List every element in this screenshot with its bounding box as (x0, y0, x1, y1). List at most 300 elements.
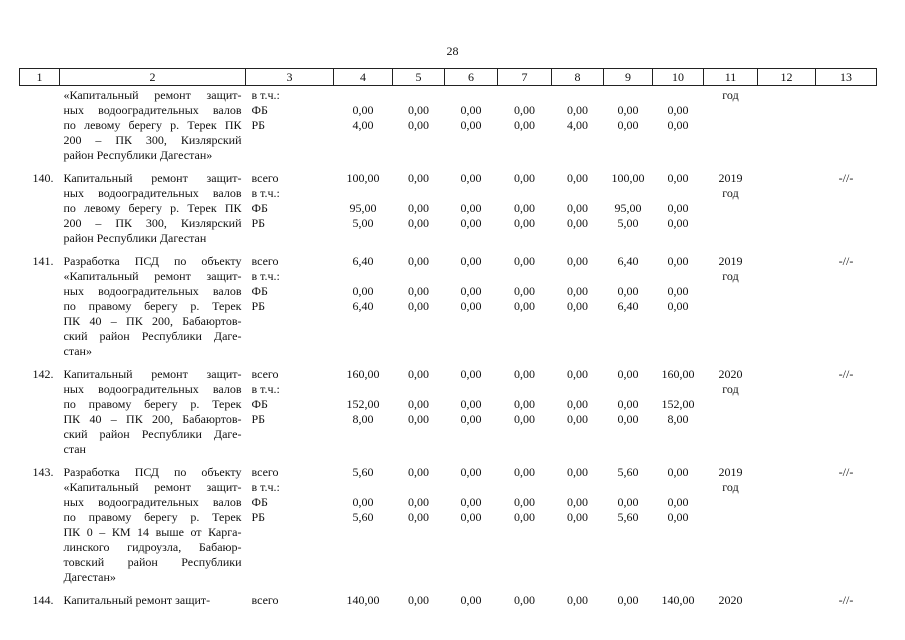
row-number-text: 143. (32, 465, 54, 479)
note-text: -//- (838, 254, 854, 268)
value-line: 0,00 (514, 465, 535, 479)
value-line: 0,00 (514, 299, 535, 313)
completion-year-line: год (722, 382, 739, 396)
measure-name-line: ных водооградительных валов (63, 495, 242, 509)
value-cell-col-4 (334, 86, 393, 172)
measure-name (60, 593, 246, 616)
value-cell-col-8 (552, 171, 604, 254)
row-number-text: 140. (32, 171, 54, 185)
funding-source-line: всего (251, 254, 279, 268)
value-line (393, 186, 445, 201)
value-line: 8,00 (352, 412, 374, 426)
value-cell-col-7 (498, 254, 552, 367)
value-line: 6,40 (352, 254, 374, 268)
value-line (498, 480, 552, 495)
value-cell-col-7 (498, 593, 552, 616)
value-line: 0,00 (408, 299, 429, 313)
value-line: 0,00 (667, 103, 689, 117)
value-line: 0,00 (408, 171, 429, 185)
empty-cell-col-12 (758, 465, 816, 593)
value-cell-col-10 (653, 171, 704, 254)
funding-source-line: всего (251, 465, 279, 479)
value-line: 5,00 (617, 216, 639, 230)
value-line (552, 186, 604, 201)
measure-name (60, 465, 246, 593)
row-number (20, 367, 60, 465)
value-line: 0,00 (567, 299, 588, 313)
value-cell-col-8 (552, 593, 604, 616)
table-body (20, 86, 877, 617)
program-table (19, 68, 877, 616)
value-line: 0,00 (514, 495, 535, 509)
empty-cell-col-12 (758, 171, 816, 254)
row-number-text: 141. (32, 254, 54, 268)
funding-source-line: всего (251, 171, 279, 185)
measure-name-line: по правому берегу р. Терек (63, 510, 242, 524)
measure-name-line: ных водооградительных валов (63, 186, 242, 200)
value-cell-col-9 (604, 86, 653, 172)
value-line: 0,00 (617, 495, 639, 509)
value-line: 0,00 (408, 367, 429, 381)
value-line: 5,00 (352, 216, 374, 230)
value-cell-col-10 (653, 593, 704, 616)
value-line: 0,00 (567, 495, 588, 509)
value-line (653, 480, 704, 495)
value-line: 0,00 (460, 397, 482, 411)
funding-source-line: всего (251, 367, 279, 381)
value-line: 0,00 (408, 593, 429, 607)
funding-source-line: в т.ч.: (251, 269, 280, 283)
value-line: 0,00 (514, 216, 535, 230)
value-cell-col-5 (393, 86, 445, 172)
value-line: 0,00 (567, 412, 588, 426)
empty-cell-col-12 (758, 86, 816, 172)
value-cell-col-8 (552, 86, 604, 172)
value-line (498, 88, 552, 103)
value-line: 140,00 (346, 593, 380, 607)
value-line: 100,00 (611, 171, 645, 185)
funding-source-line: РБ (251, 412, 266, 426)
value-line: 0,00 (617, 118, 639, 132)
value-line (604, 186, 653, 201)
funding-source (246, 171, 334, 254)
col-header-8: 8 (552, 69, 604, 86)
empty-cell-col-12 (758, 254, 816, 367)
value-line: 0,00 (617, 397, 639, 411)
value-line (552, 480, 604, 495)
col-header-9: 9 (604, 69, 653, 86)
measure-name (60, 367, 246, 465)
value-cell-col-10 (653, 86, 704, 172)
value-line: 0,00 (408, 254, 429, 268)
value-line: 0,00 (667, 171, 689, 185)
row-number-text: 142. (32, 367, 54, 381)
value-line: 0,00 (352, 103, 374, 117)
funding-source (246, 86, 334, 172)
value-line: 0,00 (667, 284, 689, 298)
completion-year-line: 2020 (718, 367, 743, 381)
value-line: 0,00 (617, 412, 639, 426)
empty-cell-col-12 (758, 367, 816, 465)
value-cell-col-8 (552, 254, 604, 367)
value-line: 0,00 (514, 118, 535, 132)
value-line: 0,00 (617, 367, 639, 381)
table-row (20, 254, 877, 367)
value-cell-col-8 (552, 367, 604, 465)
funding-source-line: ФБ (251, 397, 268, 411)
value-line: 0,00 (567, 216, 588, 230)
note-cell (816, 86, 877, 172)
value-line: 4,00 (567, 118, 588, 132)
measure-name-line: по правому берегу р. Терек (63, 397, 242, 411)
measure-name-line: Разработка ПСД по объекту (63, 465, 242, 479)
table-row (20, 465, 877, 593)
measure-name-line: ПК 40 – ПК 200, Бабаюртов- (63, 314, 242, 328)
value-line: 140,00 (661, 593, 695, 607)
measure-name-line: по правому берегу р. Терек (63, 299, 242, 313)
value-line: 5,60 (617, 510, 639, 524)
value-line: 0,00 (567, 593, 588, 607)
measure-name-line: стан (63, 442, 86, 456)
funding-source-line: ФБ (251, 495, 268, 509)
value-line (653, 382, 704, 397)
value-line: 0,00 (514, 171, 535, 185)
note-text: -//- (838, 171, 854, 185)
value-line: 0,00 (460, 465, 482, 479)
funding-source (246, 367, 334, 465)
value-line: 0,00 (667, 216, 689, 230)
table-row (20, 171, 877, 254)
header-row (20, 69, 877, 86)
measure-name-line: Разработка ПСД по объекту (63, 254, 242, 268)
value-cell-col-4 (334, 367, 393, 465)
funding-source-line: в т.ч.: (251, 382, 280, 396)
value-line: 0,00 (460, 367, 482, 381)
completion-year-line: год (722, 88, 739, 102)
value-line: 0,00 (667, 465, 689, 479)
value-line: 0,00 (667, 254, 689, 268)
value-line: 0,00 (408, 216, 429, 230)
value-line: 6,40 (617, 299, 639, 313)
funding-source-line: в т.ч.: (251, 186, 280, 200)
funding-source (246, 593, 334, 616)
value-line (552, 382, 604, 397)
row-number-text: 144. (32, 593, 54, 607)
value-cell-col-4 (334, 254, 393, 367)
funding-source-line: ФБ (251, 103, 268, 117)
value-line: 0,00 (514, 593, 535, 607)
funding-source-line: РБ (251, 118, 266, 132)
value-line: 0,00 (460, 216, 482, 230)
value-cell-col-6 (445, 254, 498, 367)
value-cell-col-6 (445, 465, 498, 593)
value-line: 0,00 (667, 299, 689, 313)
value-line (393, 382, 445, 397)
value-line: 0,00 (460, 118, 482, 132)
value-line (334, 269, 393, 284)
value-line: 0,00 (352, 495, 374, 509)
value-line (604, 382, 653, 397)
value-line (445, 88, 498, 103)
value-line: 0,00 (408, 510, 429, 524)
value-cell-col-5 (393, 254, 445, 367)
value-cell-col-6 (445, 171, 498, 254)
col-header-11: 11 (704, 69, 758, 86)
row-number (20, 171, 60, 254)
value-line: 152,00 (661, 397, 695, 411)
col-header-12: 12 (758, 69, 816, 86)
value-line: 0,00 (514, 103, 535, 117)
row-number (20, 254, 60, 367)
completion-year-line: 2020 (718, 593, 743, 607)
value-line: 0,00 (352, 284, 374, 298)
value-line: 0,00 (617, 103, 639, 117)
value-cell-col-10 (653, 367, 704, 465)
measure-name (60, 86, 246, 172)
value-line: 0,00 (567, 284, 588, 298)
value-line (445, 480, 498, 495)
value-line: 5,60 (352, 465, 374, 479)
value-cell-col-7 (498, 171, 552, 254)
value-line: 0,00 (460, 495, 482, 509)
value-line: 5,60 (352, 510, 374, 524)
funding-source-line: ФБ (251, 201, 268, 215)
value-cell-col-4 (334, 593, 393, 616)
measure-name (60, 171, 246, 254)
row-number (20, 86, 60, 172)
value-line: 0,00 (408, 397, 429, 411)
value-cell-col-5 (393, 367, 445, 465)
value-line (604, 88, 653, 103)
value-line: 160,00 (346, 367, 380, 381)
note-text: -//- (838, 593, 854, 607)
value-line: 0,00 (617, 593, 639, 607)
measure-name-line: «Капитальный ремонт защит- (63, 269, 242, 283)
value-line (498, 269, 552, 284)
note-cell (816, 254, 877, 367)
value-line: 0,00 (460, 412, 482, 426)
value-cell-col-8 (552, 465, 604, 593)
measure-name-line: товский район Республики (63, 555, 242, 569)
value-line: 0,00 (408, 412, 429, 426)
measure-name-line: «Капитальный ремонт защит- (63, 480, 242, 494)
value-line (653, 186, 704, 201)
measure-name-line: «Капитальный ремонт защит- (63, 88, 242, 102)
value-line: 0,00 (667, 201, 689, 215)
table-row (20, 367, 877, 465)
completion-year (704, 254, 758, 367)
note-text: -//- (838, 367, 854, 381)
value-line (445, 269, 498, 284)
value-cell-col-5 (393, 465, 445, 593)
col-header-13: 13 (816, 69, 877, 86)
value-line (393, 269, 445, 284)
value-line: 0,00 (460, 299, 482, 313)
value-line (604, 269, 653, 284)
value-line: 0,00 (460, 254, 482, 268)
value-line: 0,00 (408, 495, 429, 509)
measure-name-line: Капитальный ремонт защит- (63, 593, 211, 607)
completion-year-line: 2019 (718, 465, 743, 479)
value-line: 0,00 (408, 118, 429, 132)
value-line: 0,00 (408, 103, 429, 117)
value-line (552, 269, 604, 284)
value-line: 95,00 (349, 201, 377, 215)
value-line (334, 186, 393, 201)
measure-name-line: 200 – ПК 300, Кизлярский (63, 133, 242, 147)
value-cell-col-4 (334, 171, 393, 254)
value-cell-col-5 (393, 593, 445, 616)
completion-year (704, 86, 758, 172)
value-cell-col-6 (445, 593, 498, 616)
value-line: 0,00 (567, 254, 588, 268)
value-cell-col-9 (604, 254, 653, 367)
measure-name-line: Капитальный ремонт защит- (63, 171, 242, 185)
row-number (20, 465, 60, 593)
value-line: 0,00 (567, 367, 588, 381)
value-cell-col-7 (498, 86, 552, 172)
measure-name-line: стан» (63, 344, 92, 358)
funding-source-line: ФБ (251, 284, 268, 298)
value-line (445, 382, 498, 397)
value-line (334, 88, 393, 103)
value-line: 0,00 (567, 510, 588, 524)
value-line: 0,00 (514, 254, 535, 268)
col-header-3: 3 (246, 69, 334, 86)
completion-year (704, 593, 758, 616)
value-cell-col-9 (604, 367, 653, 465)
value-line: 0,00 (567, 201, 588, 215)
value-line: 0,00 (514, 201, 535, 215)
value-cell-col-5 (393, 171, 445, 254)
value-line: 5,60 (617, 465, 639, 479)
value-line (604, 480, 653, 495)
measure-name-line: ных водооградительных валов (63, 284, 242, 298)
measure-name-line: линского гидроузла, Бабаюр- (63, 540, 242, 554)
table-row (20, 593, 877, 616)
value-line: 0,00 (514, 284, 535, 298)
value-cell-col-6 (445, 367, 498, 465)
value-line (552, 88, 604, 103)
value-line: 0,00 (617, 284, 639, 298)
value-line (393, 88, 445, 103)
value-cell-col-9 (604, 171, 653, 254)
col-header-7: 7 (498, 69, 552, 86)
value-line: 0,00 (667, 510, 689, 524)
note-cell (816, 367, 877, 465)
value-line: 0,00 (460, 593, 482, 607)
note-cell (816, 171, 877, 254)
value-cell-col-7 (498, 367, 552, 465)
value-line: 0,00 (567, 103, 588, 117)
page-number: 28 (446, 44, 459, 58)
col-header-6: 6 (445, 69, 498, 86)
completion-year-line: год (722, 186, 739, 200)
measure-name-line: ский район Республики Даге- (63, 427, 242, 441)
col-header-2: 2 (60, 69, 246, 86)
value-line: 0,00 (667, 118, 689, 132)
value-line: 6,40 (617, 254, 639, 268)
value-line: 6,40 (352, 299, 374, 313)
value-line (393, 480, 445, 495)
col-header-1: 1 (20, 69, 60, 86)
value-line (653, 269, 704, 284)
value-line: 0,00 (460, 103, 482, 117)
measure-name-line: ных водооградительных валов (63, 382, 242, 396)
value-cell-col-9 (604, 593, 653, 616)
note-cell (816, 465, 877, 593)
value-line (445, 186, 498, 201)
value-cell-col-9 (604, 465, 653, 593)
measure-name-line: Капитальный ремонт защит- (63, 367, 242, 381)
completion-year (704, 465, 758, 593)
value-line: 0,00 (460, 201, 482, 215)
col-header-4: 4 (334, 69, 393, 86)
completion-year-line: 2019 (718, 171, 743, 185)
completion-year (704, 171, 758, 254)
value-line (498, 382, 552, 397)
value-line: 0,00 (408, 465, 429, 479)
value-line: 0,00 (460, 284, 482, 298)
completion-year-line: 2019 (718, 254, 743, 268)
value-line (334, 382, 393, 397)
value-line (334, 480, 393, 495)
measure-name (60, 254, 246, 367)
value-line: 0,00 (567, 171, 588, 185)
value-line: 100,00 (346, 171, 380, 185)
value-line (498, 186, 552, 201)
value-cell-col-7 (498, 465, 552, 593)
value-line: 8,00 (667, 412, 689, 426)
measure-name-line: Дагестан» (63, 570, 116, 584)
value-line: 0,00 (460, 171, 482, 185)
completion-year (704, 367, 758, 465)
funding-source-line: РБ (251, 216, 266, 230)
row-number (20, 593, 60, 616)
value-line: 0,00 (514, 412, 535, 426)
value-line: 160,00 (661, 367, 695, 381)
completion-year-line: год (722, 480, 739, 494)
empty-cell-col-12 (758, 593, 816, 616)
value-line: 0,00 (567, 397, 588, 411)
note-cell (816, 593, 877, 616)
value-line: 95,00 (614, 201, 642, 215)
value-line (653, 88, 704, 103)
note-text (816, 88, 877, 103)
value-line: 0,00 (460, 510, 482, 524)
value-cell-col-10 (653, 465, 704, 593)
funding-source-line: РБ (251, 299, 266, 313)
funding-source-line: РБ (251, 510, 266, 524)
measure-name-line: ПК 0 – КМ 14 выше от Карга- (63, 525, 242, 539)
col-header-5: 5 (393, 69, 445, 86)
measure-name-line: район Республики Дагестан» (63, 148, 213, 162)
value-line: 152,00 (346, 397, 380, 411)
funding-source-line: в т.ч.: (251, 480, 280, 494)
value-line: 0,00 (567, 465, 588, 479)
completion-year-line: год (722, 269, 739, 283)
funding-source-line: всего (251, 593, 279, 607)
value-line: 0,00 (408, 201, 429, 215)
measure-name-line: по левому берегу р. Терек ПК (63, 201, 242, 215)
measure-name-line: 200 – ПК 300, Кизлярский (63, 216, 242, 230)
value-line: 0,00 (408, 284, 429, 298)
funding-source (246, 254, 334, 367)
col-header-10: 10 (653, 69, 704, 86)
value-cell-col-10 (653, 254, 704, 367)
note-text: -//- (838, 465, 854, 479)
funding-source-line: в т.ч.: (251, 88, 280, 102)
